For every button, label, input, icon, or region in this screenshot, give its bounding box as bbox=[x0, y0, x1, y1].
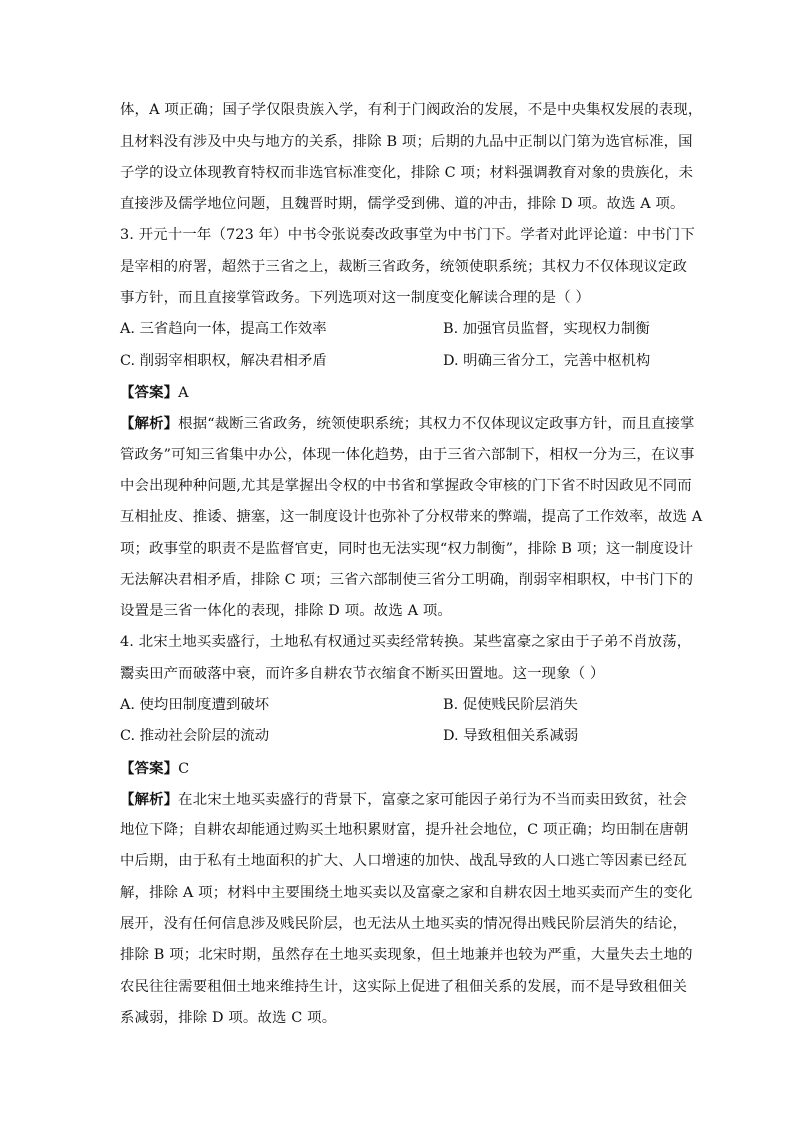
question-4-stem: 鬻卖田产而破落中衰，而许多自耕农节衣缩食不断买田置地。这一现象（ ） bbox=[120, 666, 605, 682]
answer-value: A bbox=[178, 385, 189, 401]
q3-analysis-line: 中会出现种种问题,尤其是掌握出令权的中书省和掌握政令审核的门下省不时因政见不同而 bbox=[120, 478, 692, 494]
q4-option-a: A. 使均田制度遭到破坏 bbox=[120, 697, 270, 713]
q3-analysis-line: 无法解决君相矛盾，排除 C 项；三省六部制使三省分工明确，削弱宰相职权，中书门下的 bbox=[120, 572, 694, 588]
analysis-text: 根据“裁断三省政务，统领使职系统；其权力不仅体现议定政事方针，而且直接掌 bbox=[178, 416, 695, 432]
q4-analysis-line: 农民往往需要租佃土地来维持生计，这实际上促进了租佃关系的发展，而不是导致租佃关 bbox=[120, 979, 688, 995]
q3-option-c: C. 削弱宰相职权，解决君相矛盾 bbox=[120, 353, 327, 369]
q4-option-d: D. 导致租佃关系减弱 bbox=[443, 728, 579, 744]
q4-analysis bbox=[120, 784, 688, 816]
q4-analysis-line: 解，排除 A 项；材料中主要围绕土地买卖以及富豪之家和自耕农因土地买卖而产生的变化 bbox=[120, 885, 693, 901]
q4-analysis-line: 地位下降；自耕农却能通过购买土地积累财富，提升社会地位，C 项正确；均田制在唐朝 bbox=[120, 822, 689, 838]
analysis-label: 【解析】 bbox=[120, 415, 179, 432]
q4-answer bbox=[120, 753, 680, 785]
question-4-stem: 4. 北宋土地买卖盛行，土地私有权通过买卖经常转换。某些富豪之家由于子弟不肖放荡， bbox=[120, 634, 692, 650]
answer-label: 【答案】 bbox=[120, 384, 179, 401]
q4-analysis-line: 中后期，由于私有土地面积的扩大、人口增速的加快、战乱导致的人口逃亡等因素已经瓦 bbox=[120, 853, 688, 869]
answer-label: 【答案】 bbox=[120, 760, 179, 777]
q4-analysis-line: 排除 B 项；北宋时期，虽然存在土地买卖现象，但土地兼并也较为严重，大量失去土地的 bbox=[120, 947, 693, 963]
q4-analysis-line: 展开，没有任何信息涉及贱民阶层，也无法从土地买卖的情况得出贱民阶层消失的结论， bbox=[120, 916, 688, 932]
intro-line: 子学的设立体现教育特权而非选官标准变化，排除 C 项；材料强调教育对象的贵族化，未 bbox=[120, 165, 694, 181]
q3-answer bbox=[120, 377, 680, 409]
intro-line: 且材料没有涉及中央与地方的关系，排除 B 项；后期的九品中正制以门第为选官标准，国 bbox=[120, 134, 693, 150]
q3-option-b: B. 加强官员监督，实现权力制衡 bbox=[443, 321, 650, 337]
analysis-text: 在北宋土地买卖盛行的背景下，富豪之家可能因子弟行为不当而卖田致贫，社会 bbox=[178, 792, 688, 808]
q3-analysis-line: 互相扯皮、推诿、搪塞，这一制度设计也弥补了分权带来的弊端，提高了工作效率，故选 A bbox=[120, 509, 703, 525]
q3-option-a: A. 三省趋向一体，提高工作效率 bbox=[120, 321, 327, 337]
question-3-stem: 事方针，而且直接掌管政务。下列选项对这一制度变化解读合理的是（ ） bbox=[120, 290, 591, 306]
question-3-stem: 是宰相的府署，超然于三省之上，裁断三省政务，统领使职系统；其权力不仅体现议定政 bbox=[120, 259, 688, 275]
intro-line: 直接涉及儒学地位问题，且魏晋时期，儒学受到佛、道的冲击，排除 D 项。故选 A 项。 bbox=[120, 196, 685, 212]
q3-analysis-line: 设置是三省一体化的表现，排除 D 项。故选 A 项。 bbox=[120, 603, 452, 619]
q3-analysis-line: 项；政事堂的职责不是监督官吏，同时也无法实现“权力制衡”，排除 B 项；这一制度设计 bbox=[120, 541, 694, 557]
analysis-label: 【解析】 bbox=[120, 791, 179, 808]
answer-value: C bbox=[178, 761, 190, 777]
q4-option-c: C. 推动社会阶层的流动 bbox=[120, 728, 270, 744]
intro-line: 体，A 项正确；国子学仅限贵族入学，有利于门阀政治的发展，不是中央集权发展的表现， bbox=[120, 102, 703, 118]
q4-option-b: B. 促使贱民阶层消失 bbox=[443, 697, 578, 713]
q3-analysis-line: 管政务”可知三省集中办公，体现一体化趋势，由于三省六部制下，相权一分为三，在议事 bbox=[120, 447, 695, 463]
q3-option-d: D. 明确三省分工，完善中枢机构 bbox=[443, 353, 651, 369]
q4-analysis-line: 系减弱，排除 D 项。故选 C 项。 bbox=[120, 1010, 337, 1026]
q3-analysis bbox=[120, 408, 695, 440]
question-3-stem: 3. 开元十一年（723 年）中书令张说奏改政事堂为中书门下。学者对此评论道：中书门下 bbox=[120, 227, 695, 243]
